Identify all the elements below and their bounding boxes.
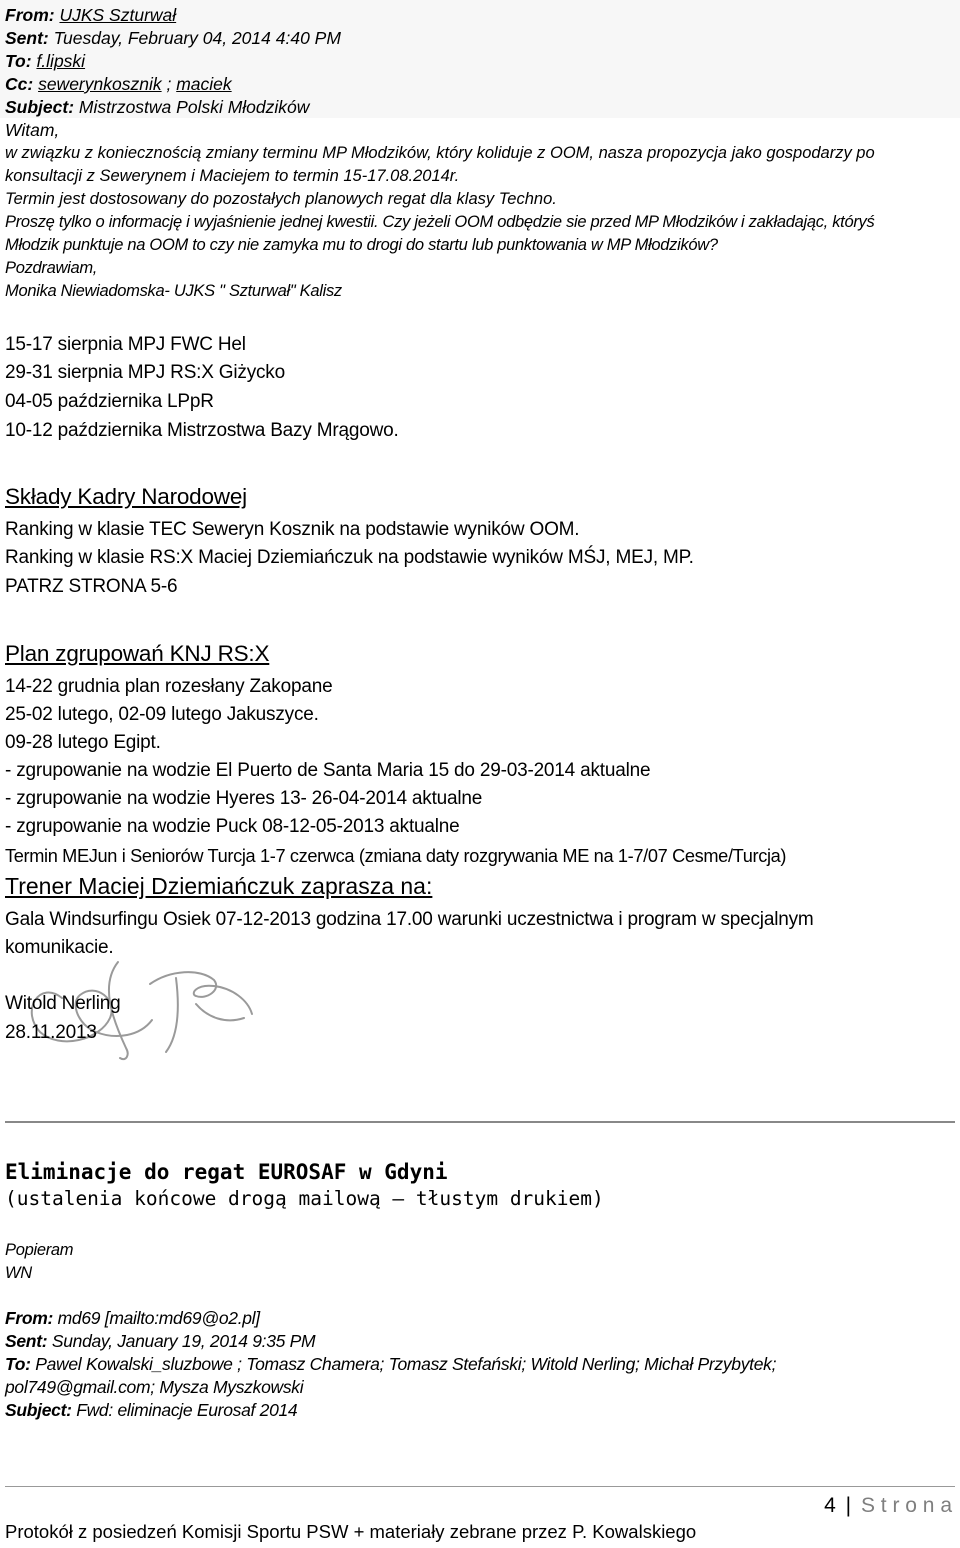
from-value[interactable]: UJKS Szturwał: [59, 5, 177, 25]
page-number-group: [824, 1494, 952, 1518]
email1-body-line-3: Termin jest dostosowany do pozostałych planowych regat dla klasy Techno.: [5, 190, 557, 208]
sign-name: Witold Nerling: [5, 993, 121, 1014]
email1-from-line: [5, 4, 176, 26]
sent-label: Sent:: [5, 28, 49, 48]
from-label: From:: [5, 1308, 54, 1328]
plan-line: 25-02 lutego, 02-09 lutego Jakuszyce.: [5, 704, 319, 725]
footer-caption: Protokół z posiedzeń Komisji Sportu PSW + materiały zebrane przez P. Kowalskiego: [5, 1521, 697, 1542]
email1-body-line-4: Proszę tylko o informację i wyjaśnienie jednej kwestii. Czy jeżeli OOM odbędzie sie przed MP Młodzików i zakładając, któryś: [5, 213, 875, 231]
email2-to-line-2: pol749@gmail.com; Mysza Myszkowski: [5, 1377, 304, 1397]
page-number: 4: [824, 1494, 836, 1517]
trener-heading: Trener Maciej Dziemiańczuk zaprasza na:: [5, 873, 433, 899]
kadra-heading: Składy Kadry Narodowej: [5, 484, 247, 509]
email1-greeting: Witam,: [5, 120, 60, 140]
cc-separator: ;: [161, 74, 177, 94]
email1-sent-line: [5, 27, 341, 49]
from-label: From:: [5, 5, 55, 25]
plan-line: - zgrupowanie na wodzie El Puerto de Santa Maria 15 do 29-03-2014 aktualne: [5, 760, 651, 781]
plan-line: Termin MEJun i Seniorów Turcja 1-7 czerwca (zmiana daty rozgrywania ME na 1-7/07 Cesme/Turcja): [5, 846, 787, 866]
kadra-line: Ranking w klasie TEC Seweryn Kosznik na podstawie wyników OOM.: [5, 519, 580, 540]
subject-value: Fwd: eliminacje Eurosaf 2014: [76, 1400, 298, 1420]
section-divider: [5, 1121, 955, 1123]
from-value: md69 [mailto:md69@o2.pl]: [57, 1308, 260, 1328]
plan-line: 09-28 lutego Egipt.: [5, 732, 161, 753]
sent-label: Sent:: [5, 1331, 48, 1351]
schedule-item: 15-17 sierpnia MPJ FWC Hel: [5, 334, 246, 355]
plan-line: - zgrupowanie na wodzie Hyeres 13- 26-04-2014 aktualne: [5, 788, 483, 809]
email1-body-line-2: konsultacji z Sewerynem i Maciejem to termin 15-17.08.2014r.: [5, 167, 460, 185]
email2-subject-line: [5, 1399, 297, 1421]
reply-line: WN: [5, 1264, 32, 1282]
plan-heading: Plan zgrupowań KNJ RS:X: [5, 641, 270, 666]
page-word: S t r o n a: [860, 1494, 952, 1517]
email1-subject-line: [5, 96, 309, 118]
to-value: Pawel Kowalski_sluzbowe ; Tomasz Chamera; Tomasz Stefański; Witold Nerling; Michał Przybytek;: [35, 1354, 777, 1374]
email1-body-line-1: w związku z koniecznością zmiany terminu MP Młodzików, który koliduje z OOM, nasza propozycja jako gospodarzy po: [5, 144, 875, 162]
sign-date: 28.11.2013: [5, 1022, 97, 1043]
subject-value: Mistrzostwa Polski Młodzików: [78, 97, 310, 117]
to-value[interactable]: f.lipski: [36, 51, 86, 71]
to-label: To:: [5, 1354, 31, 1374]
reply-line: Popieram: [5, 1241, 74, 1259]
email1-signature: Monika Niewiadomska- UJKS " Szturwał" Kalisz: [5, 282, 342, 300]
email2-sent-line: [5, 1330, 315, 1352]
page-separator: |: [845, 1494, 852, 1517]
schedule-item: 10-12 października Mistrzostwa Bazy Mrągowo.: [5, 420, 399, 441]
subject-label: Subject:: [5, 97, 75, 117]
email1-body-line-6: Pozdrawiam,: [5, 259, 98, 277]
trener-line: komunikacie.: [5, 937, 114, 958]
schedule-item: 29-31 sierpnia MPJ RS:X Giżycko: [5, 362, 285, 383]
schedule-item: 04-05 października LPpR: [5, 391, 214, 412]
email1-to-line: [5, 50, 85, 72]
sent-value: Sunday, January 19, 2014 9:35 PM: [51, 1331, 316, 1351]
cc-label: Cc:: [5, 74, 34, 94]
sent-value: Tuesday, February 04, 2014 4:40 PM: [53, 28, 341, 48]
eurosaf-subtitle: (ustalenia końcowe drogą mailową – tłustym drukiem): [5, 1187, 604, 1210]
cc-value-2[interactable]: maciek: [176, 74, 232, 94]
cc-value-1[interactable]: sewerynkosznik: [38, 74, 162, 94]
footer-rule: [5, 1486, 955, 1487]
email2-from-line: [5, 1307, 260, 1329]
email1-cc-line: [5, 73, 232, 95]
kadra-line: Ranking w klasie RS:X Maciej Dziemiańczuk na podstawie wyników MŚJ, MEJ, MP.: [5, 547, 694, 568]
to-label: To:: [5, 51, 32, 71]
subject-label: Subject:: [5, 1400, 72, 1420]
plan-line: - zgrupowanie na wodzie Puck 08-12-05-2013 aktualne: [5, 816, 460, 837]
trener-line: Gala Windsurfingu Osiek 07-12-2013 godzina 17.00 warunki uczestnictwa i program w specjalnym: [5, 909, 814, 930]
kadra-line: PATRZ STRONA 5-6: [5, 576, 178, 597]
email2-to-line: [5, 1353, 776, 1375]
eurosaf-title: Eliminacje do regat EUROSAF w Gdyni: [5, 1160, 448, 1184]
email1-body-line-5: Młodzik punktuje na OOM to czy nie zamyka mu to drogi do startu lub punktowania w MP Młodzików?: [5, 236, 718, 254]
plan-line: 14-22 grudnia plan rozesłany Zakopane: [5, 676, 333, 697]
